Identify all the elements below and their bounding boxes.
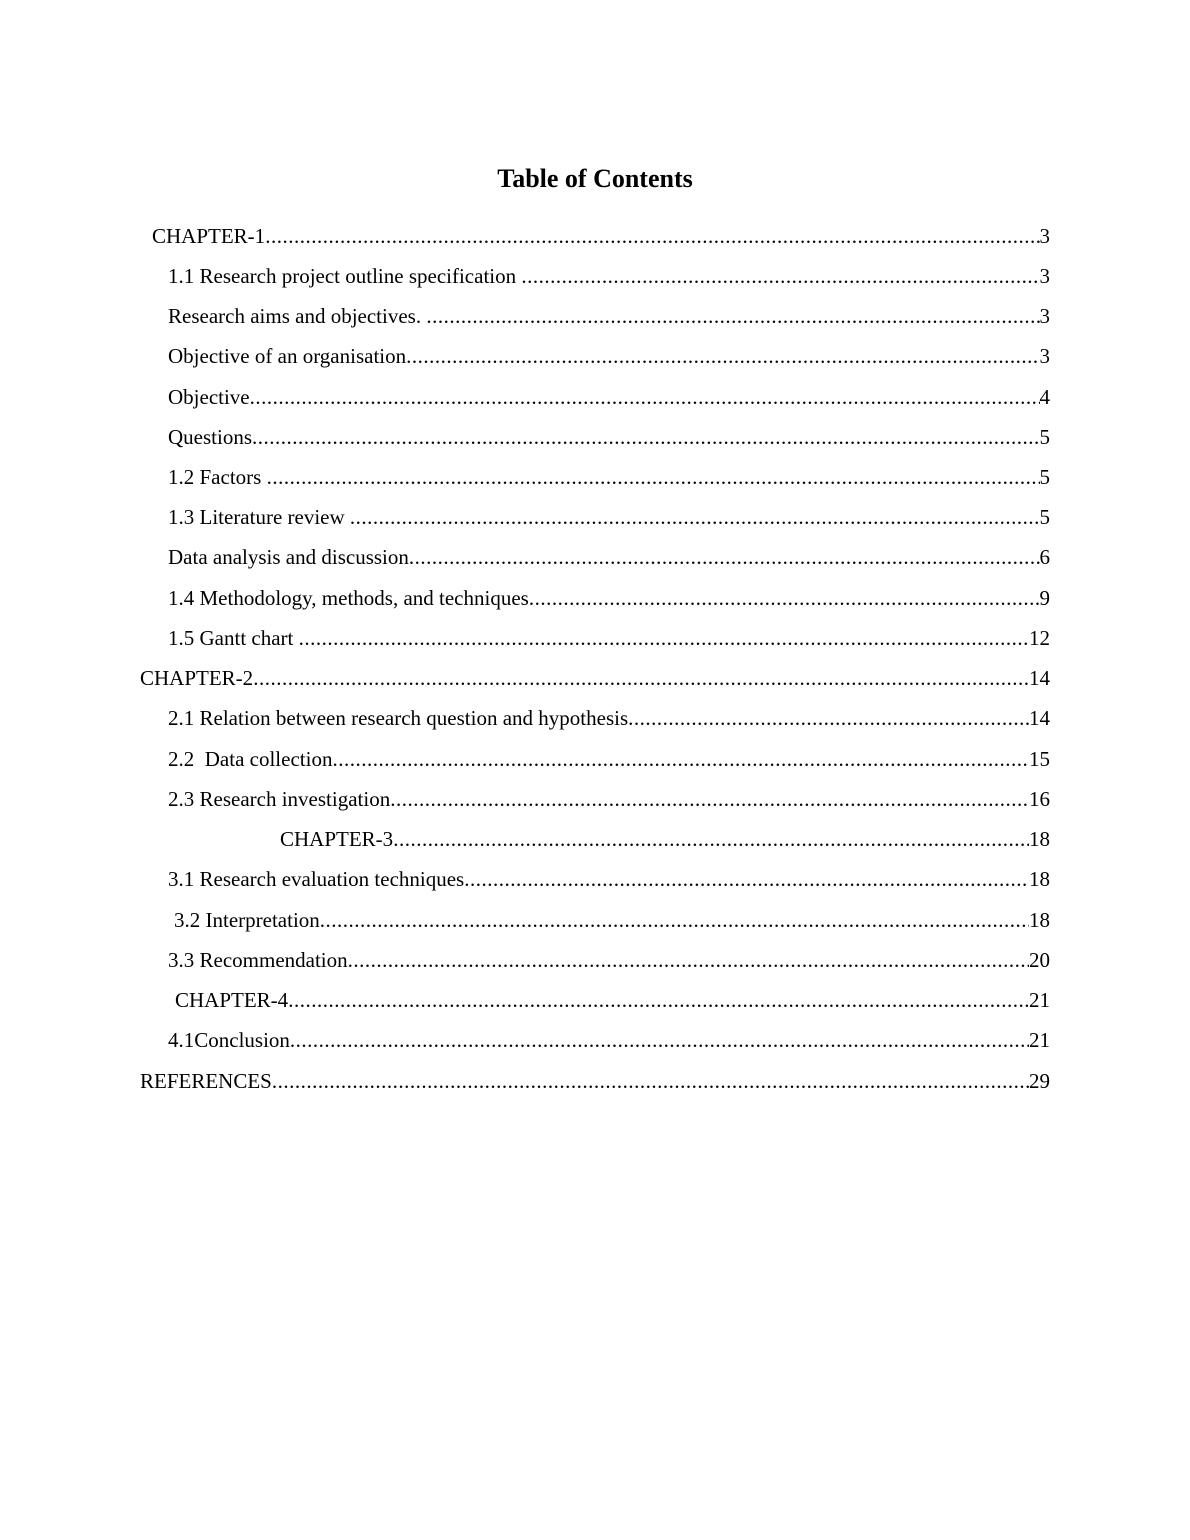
toc-entry-label: 2.2 Data collection — [168, 747, 333, 771]
toc-entry-page: 29 — [1029, 1069, 1050, 1093]
toc-entry-page: 3 — [1039, 304, 1050, 328]
toc-leader-dots — [409, 543, 1040, 571]
toc-entry-page: 3 — [1039, 264, 1050, 288]
toc-entry-page: 12 — [1029, 626, 1050, 650]
toc-entry-data-analysis[interactable] — [168, 541, 1050, 571]
toc-entry-chapter-4[interactable] — [175, 984, 1050, 1014]
toc-leader-dots — [272, 1067, 1029, 1095]
toc-entry-1-5[interactable] — [168, 622, 1050, 652]
toc-entry-page: 9 — [1039, 586, 1050, 610]
toc-leader-dots — [348, 946, 1029, 974]
toc-entry-label: 1.4 Methodology, methods, and techniques — [168, 586, 529, 610]
toc-entry-references[interactable] — [140, 1065, 1050, 1095]
toc-entry-page: 20 — [1029, 948, 1050, 972]
toc-entry-page: 5 — [1039, 465, 1050, 489]
toc-entry-chapter-3[interactable] — [280, 823, 1050, 853]
toc-entry-chapter-2[interactable] — [140, 662, 1050, 692]
toc-entry-page: 3 — [1039, 344, 1050, 368]
toc-leader-dots — [265, 222, 1039, 250]
toc-leader-dots — [252, 423, 1040, 451]
toc-entry-questions[interactable] — [168, 421, 1050, 451]
toc-entry-label: CHAPTER-4 — [175, 988, 289, 1012]
toc-leader-dots — [299, 624, 1029, 652]
toc-entry-2-1[interactable] — [168, 702, 1050, 732]
toc-entry-label: 1.3 Literature review — [168, 505, 350, 529]
toc-leader-dots — [628, 704, 1029, 732]
toc-entry-page: 18 — [1029, 867, 1050, 891]
toc-entry-label: Objective of an organisation — [168, 344, 407, 368]
toc-entry-label: 3.1 Research evaluation techniques — [168, 867, 465, 891]
toc-leader-dots — [250, 383, 1040, 411]
toc-entry-2-2[interactable] — [168, 743, 1050, 773]
toc-entry-page: 5 — [1039, 425, 1050, 449]
toc-leader-dots — [290, 1026, 1029, 1054]
toc-leader-dots — [426, 302, 1039, 330]
toc-entry-label: 1.5 Gantt chart — [168, 626, 299, 650]
toc-entry-label: 1.1 Research project outline specification — [168, 264, 522, 288]
toc-entry-objective-organisation[interactable] — [168, 340, 1050, 370]
toc-leader-dots — [267, 463, 1040, 491]
toc-entry-page: 21 — [1029, 1028, 1050, 1052]
toc-entry-page: 6 — [1039, 545, 1050, 569]
toc-entry-3-3[interactable] — [168, 944, 1050, 974]
toc-entry-objective[interactable] — [168, 381, 1050, 411]
toc-entry-page: 3 — [1039, 224, 1050, 248]
toc-entry-label: 1.2 Factors — [168, 465, 267, 489]
toc-entry-2-3[interactable] — [168, 783, 1050, 813]
toc-entry-page: 14 — [1029, 706, 1050, 730]
toc-entry-page: 18 — [1029, 827, 1050, 851]
toc-entry-label: CHAPTER-3 — [280, 827, 394, 851]
toc-entry-research-aims[interactable] — [168, 300, 1050, 330]
toc-leader-dots — [253, 664, 1029, 692]
toc-leader-dots — [529, 584, 1040, 612]
toc-entry-label: 3.2 Interpretation — [174, 908, 320, 932]
toc-entry-1-3[interactable] — [168, 501, 1050, 531]
toc-entry-label: 3.3 Recommendation — [168, 948, 348, 972]
toc-leader-dots — [332, 745, 1029, 773]
toc-entry-label: CHAPTER-1 — [152, 224, 266, 248]
toc-entry-chapter-1[interactable] — [152, 220, 1050, 250]
toc-entry-page: 21 — [1029, 988, 1050, 1012]
toc-entry-label: Data analysis and discussion — [168, 545, 409, 569]
toc-entry-4-1[interactable] — [168, 1024, 1050, 1054]
toc-entry-label: Questions — [168, 425, 252, 449]
toc-entry-1-1[interactable] — [168, 260, 1050, 290]
toc-entry-label: REFERENCES — [140, 1069, 272, 1093]
toc-entry-1-2[interactable] — [168, 461, 1050, 491]
toc-entry-label: 4.1Conclusion — [168, 1028, 290, 1052]
toc-leader-dots — [288, 986, 1029, 1014]
toc-entry-page: 15 — [1029, 747, 1050, 771]
toc-entry-1-4[interactable] — [168, 582, 1050, 612]
toc-leader-dots — [406, 342, 1039, 370]
toc-leader-dots — [390, 785, 1029, 813]
toc-entry-label: Research aims and objectives. — [168, 304, 427, 328]
toc-entry-3-1[interactable] — [168, 863, 1050, 893]
toc-entry-page: 4 — [1039, 385, 1050, 409]
toc-entry-label: 2.1 Relation between research question and hypothesis — [168, 706, 629, 730]
toc-entry-label: CHAPTER-2 — [140, 666, 254, 690]
toc-entry-page: 14 — [1029, 666, 1050, 690]
toc-title: Table of Contents — [497, 164, 693, 193]
toc-leader-dots — [350, 503, 1040, 531]
toc-leader-dots — [521, 262, 1039, 290]
toc-leader-dots — [464, 865, 1029, 893]
toc-entry-label: 2.3 Research investigation — [168, 787, 391, 811]
toc-entry-label: Objective — [168, 385, 250, 409]
toc-entry-3-2[interactable] — [174, 904, 1050, 934]
toc-entry-page: 18 — [1029, 908, 1050, 932]
toc-entry-page: 5 — [1039, 505, 1050, 529]
toc-entry-page: 16 — [1029, 787, 1050, 811]
toc-leader-dots — [320, 906, 1029, 934]
toc-leader-dots — [393, 825, 1029, 853]
